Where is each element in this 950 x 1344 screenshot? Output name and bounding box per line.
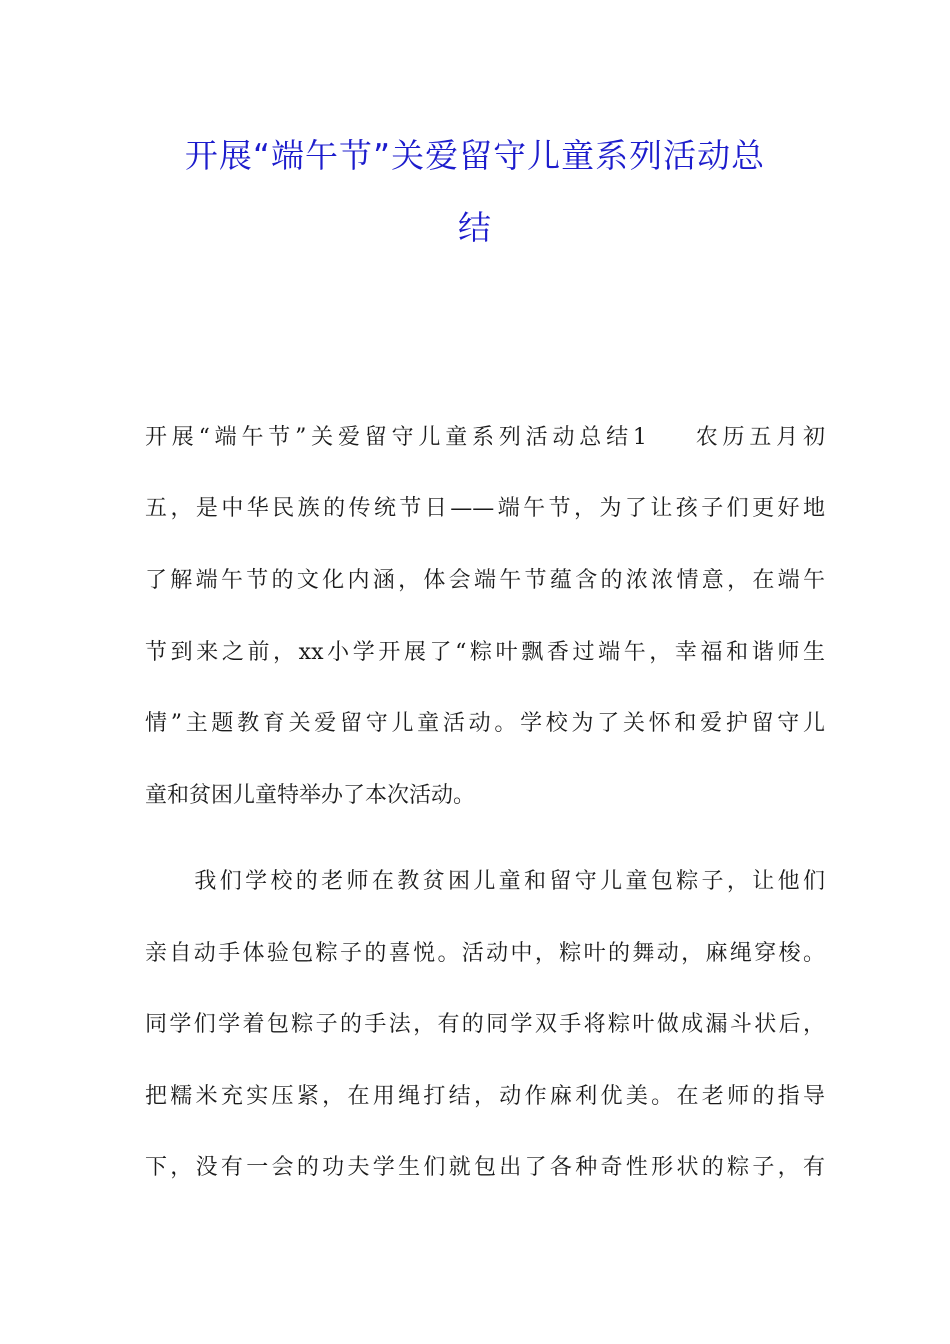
- paragraph-1-line-1: [145, 423, 825, 453]
- paragraph-1-start: 农历五月初: [690, 425, 825, 450]
- document-title: 开展“端午节”关爱留守儿童系列活动总: [184, 136, 766, 175]
- paragraph-1-line-2: 五，是中华民族的传统节日——端午节，为了让孩子们更好地: [145, 496, 825, 521]
- paragraph-2-start: 我们学校的老师在教贫困儿童和留守儿童包粽子，让他们: [191, 869, 825, 894]
- paragraph-1-line-5: 情”主题教育关爱留守儿童活动。学校为了关怀和爱护留守儿: [145, 711, 825, 736]
- paragraph-1-line-6: 童和贫困儿童特举办了本次活动。: [145, 783, 476, 808]
- paragraph-1-line-3: 了解端午节的文化内涵，体会端午节蕴含的浓浓情意，在端午: [145, 568, 825, 593]
- paragraph-2-line-4: 把糯米充实压紧，在用绳打结，动作麻利优美。在老师的指导: [145, 1084, 825, 1109]
- paragraph-2-line-2: 亲自动手体验包粽子的喜悦。活动中，粽叶的舞动，麻绳穿梭。: [145, 941, 825, 966]
- section-heading: 开展“端午节”关爱留守儿童系列活动总结1: [145, 425, 647, 450]
- document-title-continued: 结: [458, 208, 492, 247]
- paragraph-2-line-5: 下，没有一会的功夫学生们就包出了各种奇性形状的粽子，有: [145, 1155, 825, 1180]
- paragraph-2-line-1: [145, 867, 825, 897]
- paragraph-2-line-3: 同学们学着包粽子的手法，有的同学双手将粽叶做成漏斗状后，: [145, 1012, 825, 1037]
- paragraph-1-line-4: 节到来之前，xx小学开展了“粽叶飘香过端午，幸福和谐师生: [145, 640, 825, 665]
